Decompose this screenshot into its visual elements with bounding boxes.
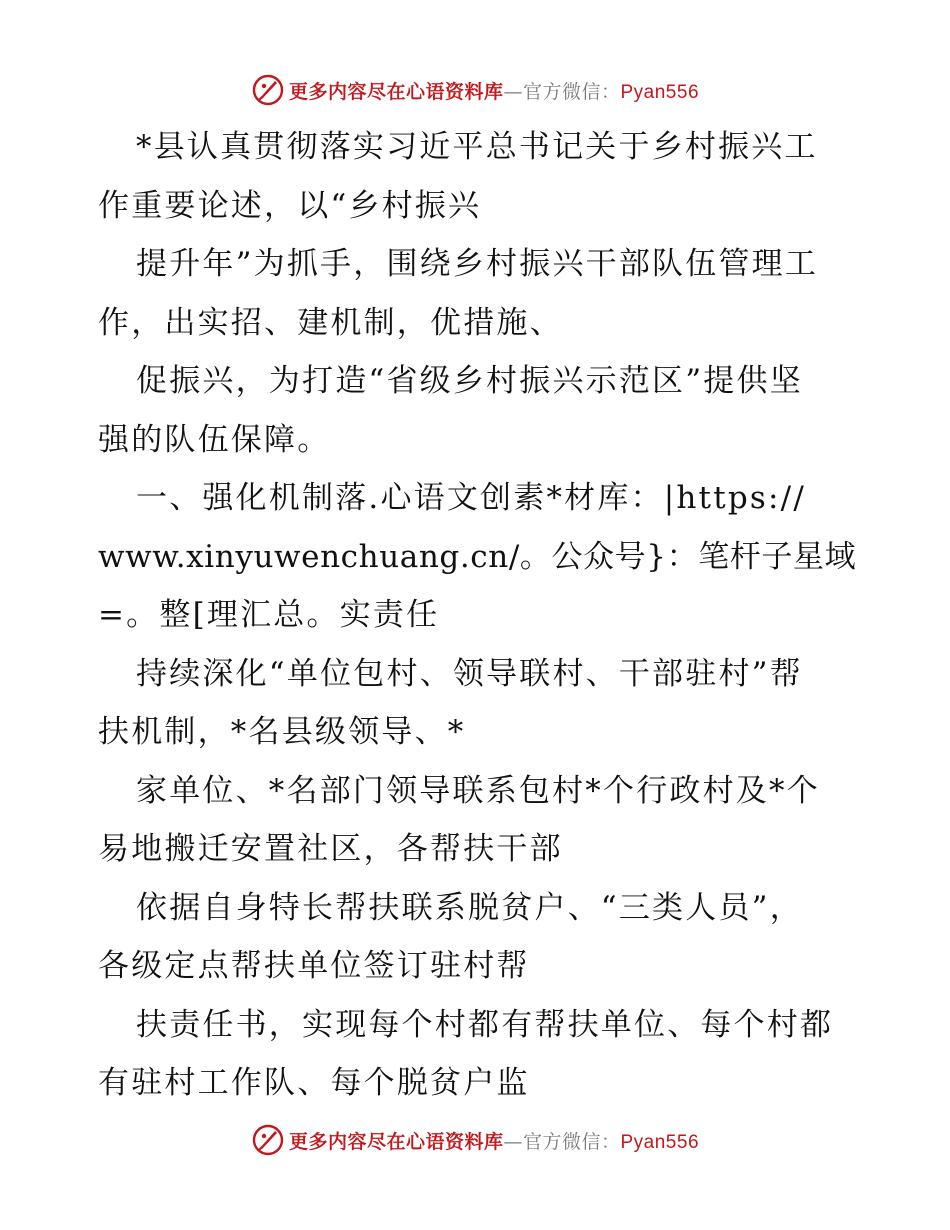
text-line: 易地搬迁安置社区，各帮扶干部 bbox=[98, 831, 563, 867]
document-body bbox=[98, 118, 868, 1113]
text-line: 作重要论述，以“乡村振兴 bbox=[98, 187, 482, 224]
text-line: 提升年”为抓手，围绕乡村振兴干部队伍管理工 bbox=[136, 246, 819, 282]
text-line: 扶责任书，实现每个村都有帮扶单位、每个村都 bbox=[136, 1006, 834, 1043]
header-banner bbox=[0, 70, 950, 110]
banner-wechat-id: Pyan556 bbox=[620, 1131, 700, 1153]
footer-banner bbox=[0, 1120, 950, 1160]
banner-dash: — bbox=[503, 80, 523, 103]
quill-logo-icon bbox=[251, 1123, 285, 1157]
banner-main-text: 更多内容尽在心语资料库 bbox=[288, 1130, 504, 1153]
text-line: 有驻村工作队、每个脱贫户监 bbox=[98, 1065, 530, 1101]
text-line: 促振兴，为打造“省级乡村振兴示范区”提供坚 bbox=[136, 363, 803, 399]
text-line: 强的队伍保障。 bbox=[98, 421, 331, 458]
quill-logo-icon bbox=[251, 73, 285, 107]
section-heading-line: 一、强化机制落.心语文创素*材库：|https:// bbox=[136, 480, 806, 516]
text-line: 扶机制，*名县级领导、* bbox=[98, 714, 466, 750]
text-line: =。整[理汇总。实责任 bbox=[98, 597, 440, 633]
text-line: 依据自身特长帮扶联系脱贫户、“三类人员”， bbox=[136, 889, 803, 926]
text-line: 各级定点帮扶单位签订驻村帮 bbox=[98, 948, 530, 984]
banner-wechat-label: 官方微信： bbox=[522, 80, 621, 103]
text-line: www.xinyuwenchuang.cn/。公众号}：笔杆子星域 bbox=[98, 538, 857, 575]
text-line: 家单位、*名部门领导联系包村*个行政村及*个 bbox=[136, 772, 820, 809]
text-line: *县认真贯彻落实习近平总书记关于乡村振兴工 bbox=[136, 129, 818, 165]
banner-dash: — bbox=[503, 1130, 523, 1153]
banner-wechat-id: Pyan556 bbox=[620, 81, 700, 103]
text-line: 持续深化“单位包村、领导联村、干部驻村”帮 bbox=[136, 655, 803, 692]
banner-wechat-label: 官方微信： bbox=[522, 1130, 621, 1153]
banner-main-text: 更多内容尽在心语资料库 bbox=[288, 80, 504, 103]
text-line: 作，出实招、建机制，优措施、 bbox=[98, 304, 563, 341]
